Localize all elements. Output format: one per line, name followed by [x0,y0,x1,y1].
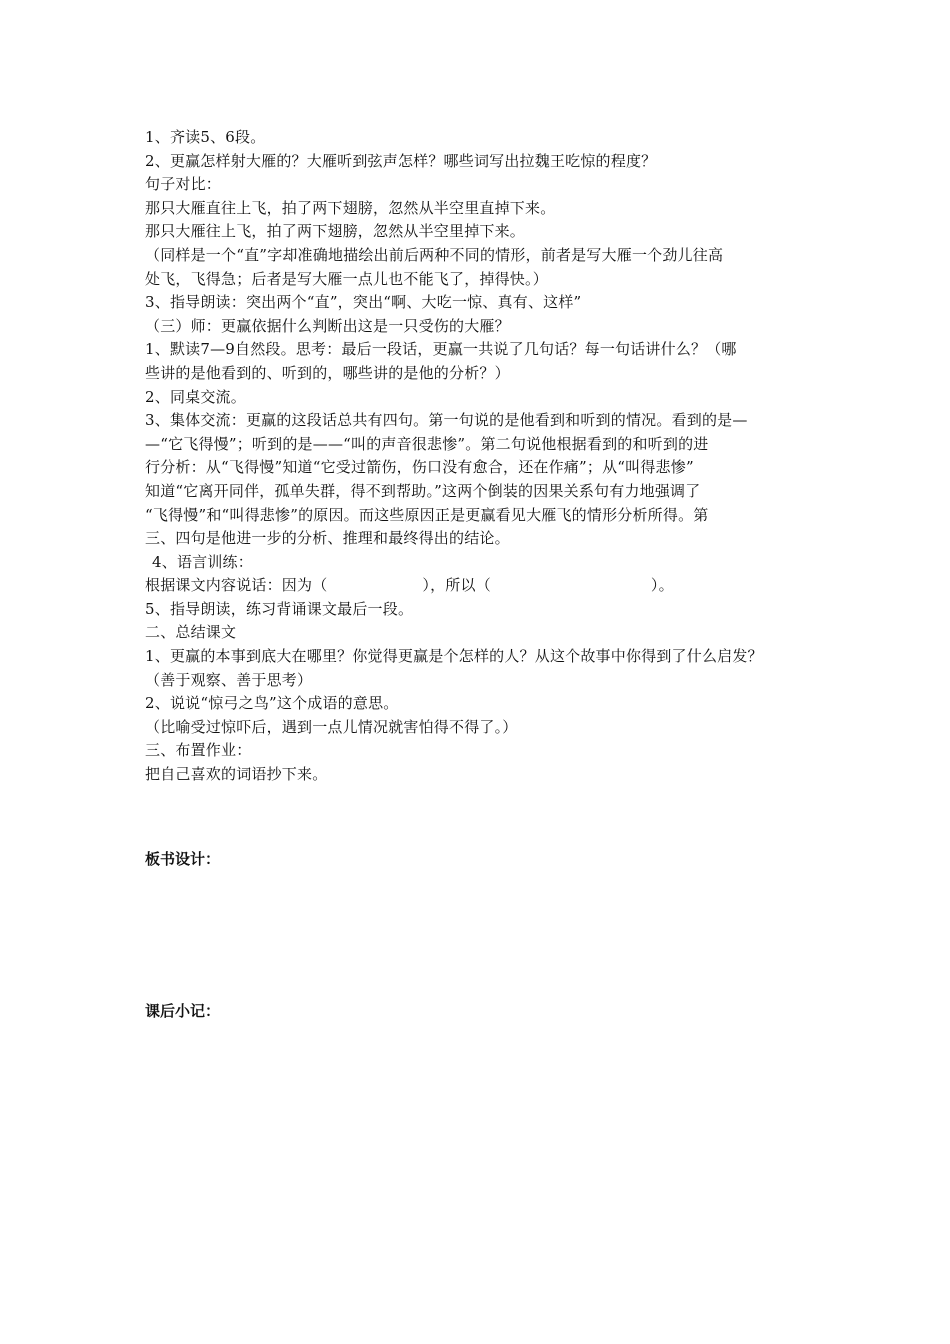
text-line: 知道“它离开同伴，孤单失群，得不到帮助。”这两个倒装的因果关系句有力地强调了 [145,481,701,500]
text-line: 行分析：从“飞得慢”知道“它受过箭伤，伤口没有愈合，还在作痛”；从“叫得悲惨” [145,458,694,477]
section-heading: 二、总结课文 [145,623,237,642]
fill-in-prefix: 根据课文内容说话：因为（ [145,576,328,595]
text-line: 2、更赢怎样射大雁的？大雁听到弦声怎样？哪些词写出拉魏王吃惊的程度？ [145,151,657,170]
text-line: —“它飞得慢”；听到的是——“叫的声音很悲惨”。第二句说他根据看到的和听到的进 [145,434,709,453]
text-line: 3、指导朗读：突出两个“直”，突出“啊、大吃一惊、真有、这样” [145,293,582,312]
text-line: 1、更赢的本事到底大在哪里？你觉得更赢是个怎样的人？从这个故事中你得到了什么启发？ [145,647,763,666]
text-line: 那只大雁往上飞，拍了两下翅膀，忽然从半空里掉下来。 [145,222,526,241]
text-line: 句子对比： [145,175,222,194]
text-line: 4、语言训练： [152,552,253,571]
text-line: 5、指导朗读，练习背诵课文最后一段。 [145,599,414,618]
text-line: （善于观察、善于思考） [145,670,313,689]
section-heading: 三、布置作业： [145,741,252,760]
document-body [145,126,815,787]
text-line: 2、同桌交流。 [145,387,246,406]
text-line: 2、说说“惊弓之鸟”这个成语的意思。 [145,694,399,713]
text-line: 1、齐读5、6段。 [145,128,266,146]
text-line: （比喻受过惊吓后，遇到一点儿情况就害怕得不得了。） [145,717,518,736]
text-line: 3、集体交流：更赢的这段话总共有四句。第一句说的是他看到和听到的情况。看到的是— [145,411,748,430]
text-line: （三）师：更赢依据什么判断出这是一只受伤的大雁？ [145,316,510,335]
text-line: 把自己喜欢的词语抄下来。 [145,765,328,784]
text-line: 处飞，飞得急；后者是写大雁一点儿也不能飞了，掉得快。） [145,269,548,288]
fill-in-middle: ），所以（ [422,576,491,595]
after-class-notes-heading: 课后小记： [145,1002,221,1020]
text-line: 三、四句是他进一步的分析、推理和最终得出的结论。 [145,529,510,548]
board-design-heading: 板书设计： [145,850,221,868]
fill-in-sentence [145,574,815,598]
text-line: 些讲的是他看到的、听到的，哪些讲的是他的分析？） [145,363,510,382]
text-line: （同样是一个“直”字却准确地描绘出前后两种不同的情形，前者是写大雁一个劲儿往高 [145,245,724,264]
text-line: “飞得慢”和“叫得悲惨”的原因。而这些原因正是更赢看见大雁飞的情形分析所得。第 [145,505,709,524]
text-line: 1、默读7—9自然段。思考：最后一段话，更赢一共说了几句话？每一句话讲什么？（哪 [145,340,737,359]
text-line: 那只大雁直往上飞，拍了两下翅膀，忽然从半空里直掉下来。 [145,198,556,217]
fill-in-suffix: ）。 [650,576,674,595]
